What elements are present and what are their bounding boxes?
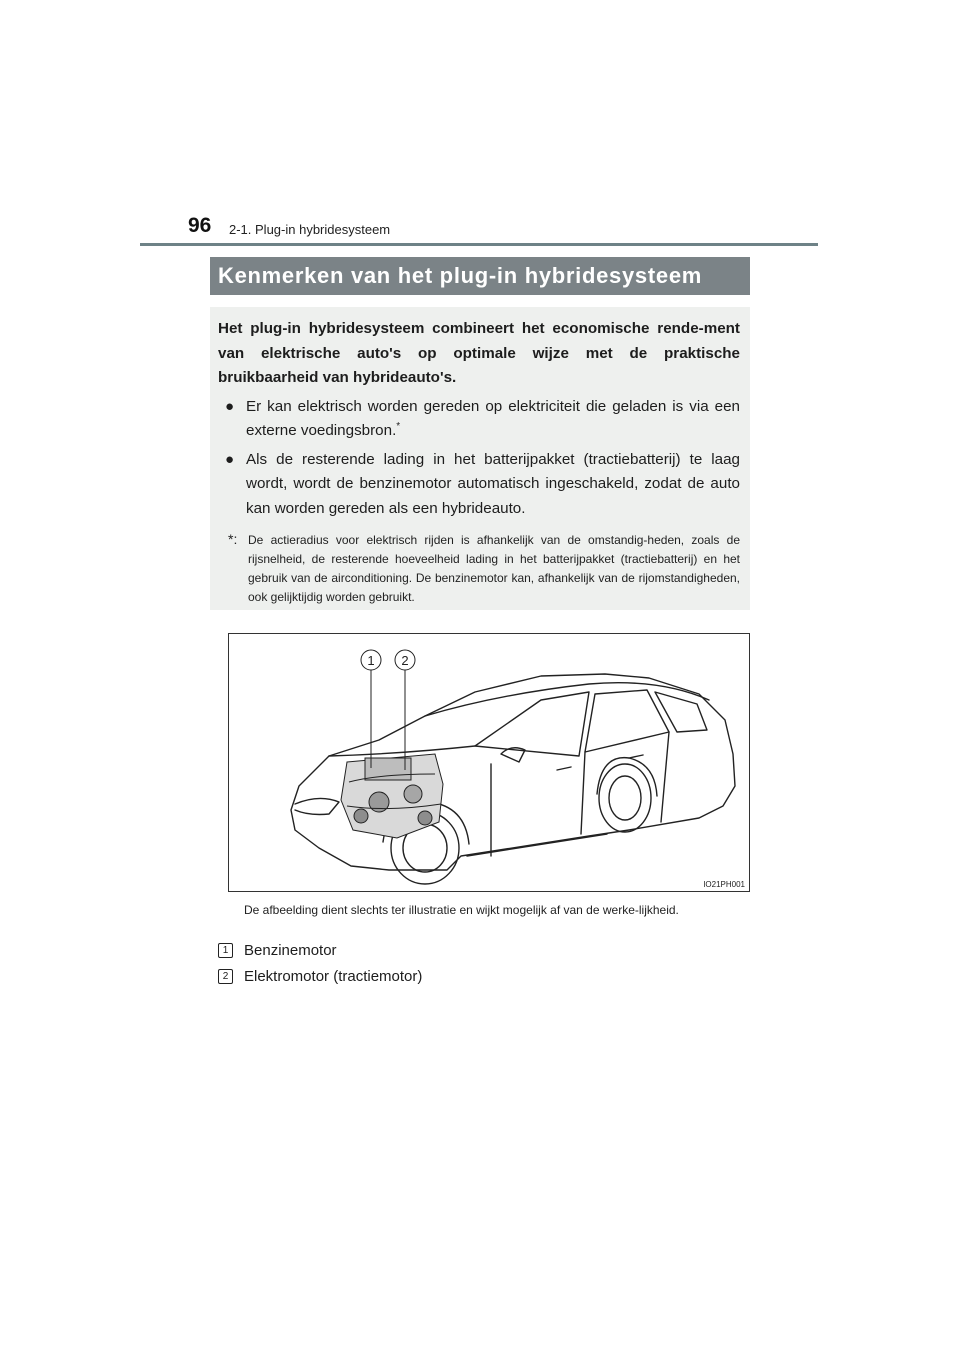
footnote xyxy=(218,531,740,607)
bullet-text: Er kan elektrisch worden gereden op elektriciteit die geladen is via een externe voedingsbron. xyxy=(246,397,740,439)
page-title: Kenmerken van het plug-in hybridesysteem xyxy=(218,263,703,288)
bullet-item xyxy=(218,395,740,444)
car-illustration xyxy=(228,633,750,892)
legend-item xyxy=(218,942,337,959)
title-bar xyxy=(210,257,750,295)
header-rule xyxy=(140,243,818,246)
bullet-item xyxy=(218,448,740,522)
bullet-icon: ● xyxy=(225,450,235,468)
footnote-mark: *: xyxy=(228,531,238,547)
page-number: 96 xyxy=(188,214,212,237)
intro-text: Het plug-in hybridesysteem combineert het economische rende-ment van elektrische auto's op optimale wijze met de praktische bruikbaarheid van hybrideauto's. xyxy=(218,320,740,386)
callout-number: 2 xyxy=(401,653,409,668)
legend-number: 1 xyxy=(218,943,233,958)
car-drawing xyxy=(229,634,749,891)
callout-number: 1 xyxy=(367,653,375,668)
footnote-text: De actieradius voor elektrisch rijden is afhankelijk van de omstandig-heden, zoals de rijsnelheid, de resterende hoeveelheid lading in het batterijpakket (tractiebatterij) en het gebruik van de airconditioning. De benzinemotor kan, afhankelijk van de rijomstandigheden, ook gelijktijdig worden gebruikt. xyxy=(248,533,740,604)
section-header: 2-1. Plug-in hybridesysteem xyxy=(229,222,391,237)
legend-number: 2 xyxy=(218,969,233,984)
legend-label: Elektromotor (tractiemotor) xyxy=(244,968,423,985)
info-box xyxy=(210,307,750,610)
legend-item xyxy=(218,968,422,985)
bullet-text: Als de resterende lading in het batterijpakket (tractiebatterij) te laag wordt, wordt de benzinemotor automatisch ingeschakeld, zodat de auto kan worden gereden als een hybrideauto. xyxy=(246,450,740,517)
illustration-code: IO21PH001 xyxy=(703,880,745,889)
legend-label: Benzinemotor xyxy=(244,942,337,959)
image-caption: De afbeelding dient slechts ter illustratie en wijkt mogelijk af van de werke-lijkheid. xyxy=(244,903,679,917)
bullet-icon: ● xyxy=(225,397,235,415)
footnote-ref: * xyxy=(396,420,401,432)
